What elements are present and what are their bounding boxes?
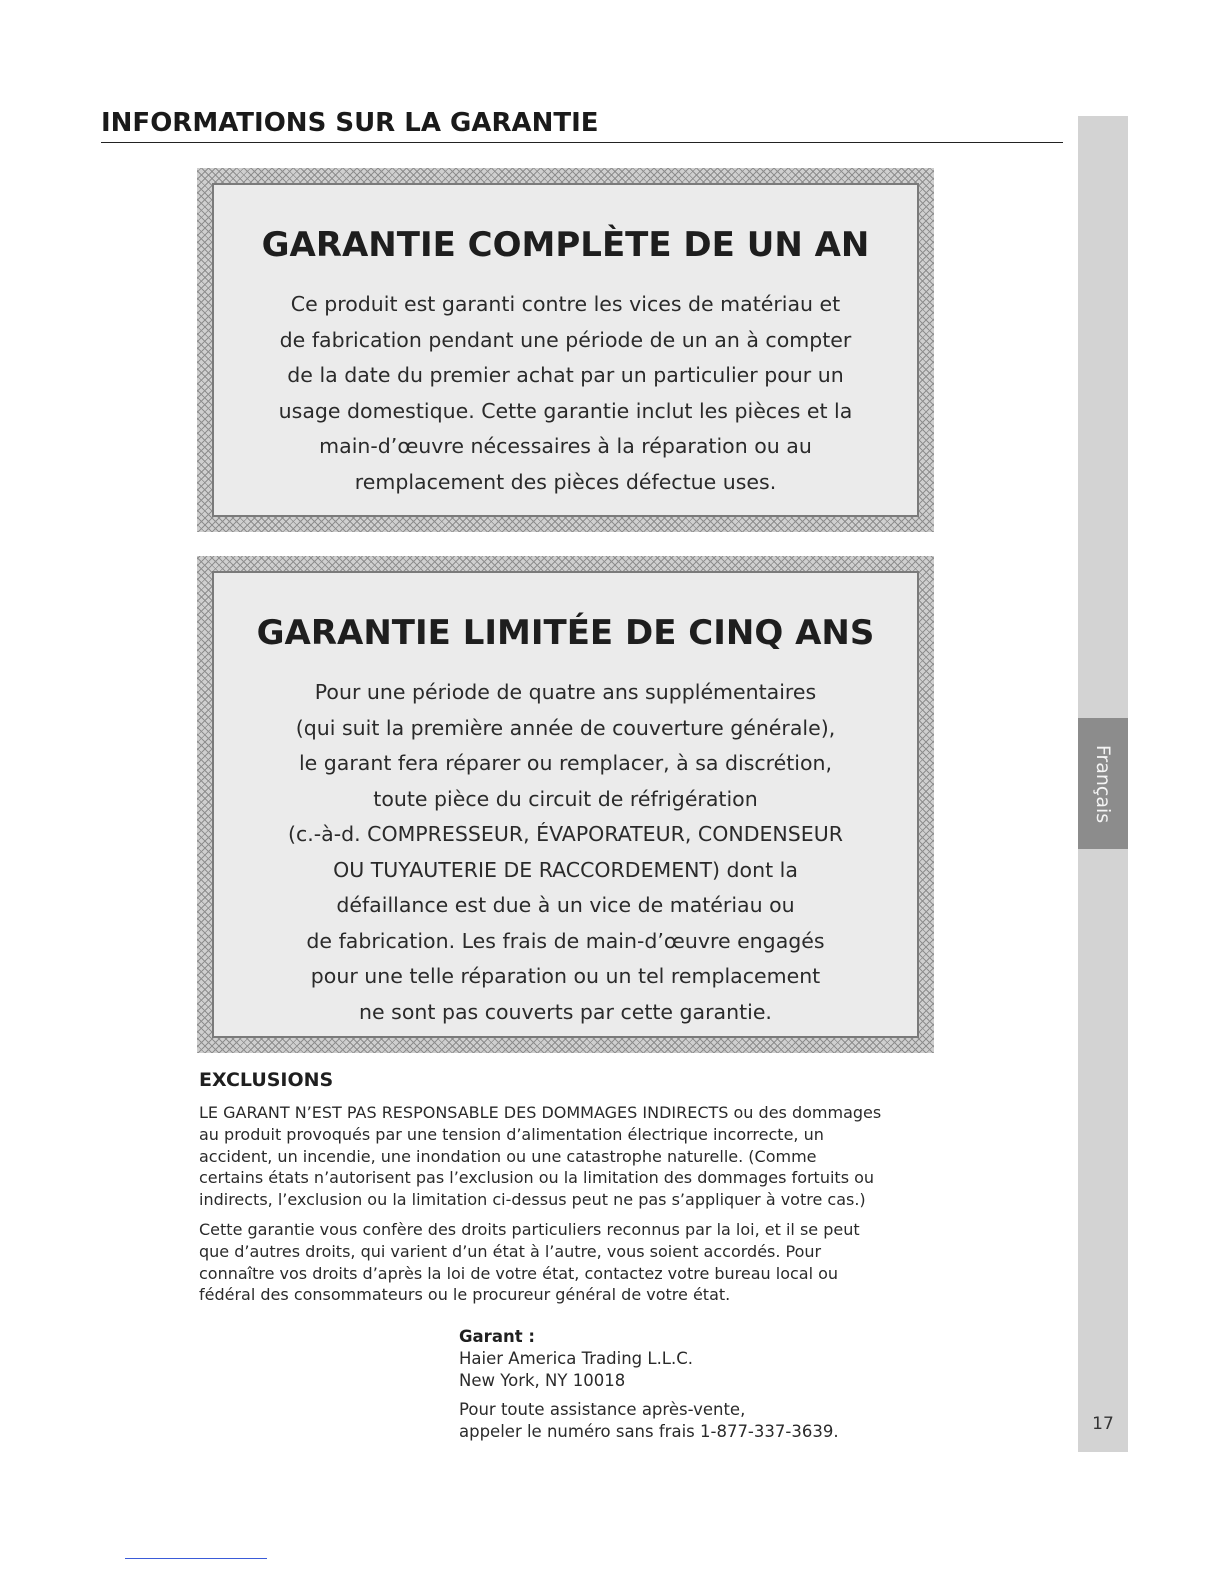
exclusions-line: au produit provoqués par une tension d’alimentation électrique incorrecte, un <box>199 1124 824 1144</box>
full-warranty-panel <box>212 183 919 517</box>
service-phone-line: appeler le numéro sans frais 1-877-337-3639. <box>459 1422 839 1441</box>
full-warranty-body <box>214 287 917 500</box>
full-warranty-line: main-d’œuvre nécessaires à la réparation ou au <box>319 434 812 458</box>
exclusions-line: que d’autres droits, qui varient d’un état à l’autre, vous soient accordés. Pour <box>199 1241 822 1261</box>
service-line-1: Pour toute assistance après-vente, <box>459 1400 746 1419</box>
exclusions-paragraph-2 <box>199 1219 939 1306</box>
limited-warranty-line: le garant fera réparer ou remplacer, à sa discrétion, <box>298 751 833 775</box>
limited-warranty-title: GARANTIE LIMITÉE DE CINQ ANS <box>256 613 875 653</box>
limited-warranty-line: OU TUYAUTERIE DE RACCORDEMENT) dont la <box>333 857 798 882</box>
exclusions-text <box>199 1102 939 1314</box>
limited-warranty-line: ne sont pas couverts par cette garantie. <box>359 999 772 1024</box>
limited-warranty-line: (qui suit la première année de couverture générale), <box>295 715 836 740</box>
exclusions-line: certains états n’autorisent pas l’exclusion ou la limitation des dommages fortuits ou <box>199 1168 875 1188</box>
limited-warranty-line: pour une telle réparation ou un tel remplacement <box>310 964 821 988</box>
limited-warranty-box <box>197 556 934 1053</box>
footer-divider <box>125 1558 267 1559</box>
guarantor-address: New York, NY 10018 <box>459 1371 626 1390</box>
limited-warranty-panel <box>212 571 919 1038</box>
full-warranty-line: de la date du premier achat par un particulier pour un <box>287 363 844 387</box>
limited-warranty-line: défaillance est due à un vice de matériau ou <box>336 893 795 917</box>
limited-warranty-line: (c.-à-d. COMPRESSEUR, ÉVAPORATEUR, CONDENSEUR <box>287 822 843 846</box>
full-warranty-line: de fabrication pendant une période de un an à compter <box>279 327 852 352</box>
language-tab <box>1078 718 1128 849</box>
page-number: 17 <box>1092 1414 1114 1434</box>
exclusions-line: fédéral des consommateurs ou le procureur général de votre état. <box>199 1285 731 1305</box>
limited-warranty-line: de fabrication. Les frais de main-d’œuvre engagés <box>306 928 825 953</box>
exclusions-line: Cette garantie vous confère des droits particuliers reconnus par la loi, et il se peut <box>199 1219 860 1239</box>
full-warranty-title: GARANTIE COMPLÈTE DE UN AN <box>261 225 870 265</box>
full-warranty-line: Ce produit est garanti contre les vices de matériau et <box>290 292 841 316</box>
limited-warranty-body <box>214 675 917 1030</box>
guarantor-label: Garant : <box>459 1327 535 1346</box>
limited-warranty-line: toute pièce du circuit de réfrigération <box>373 786 758 811</box>
exclusions-line: indirects, l’exclusion ou la limitation ci-dessus peut ne pas s’appliquer à votre cas.) <box>199 1190 866 1210</box>
guarantor-block <box>459 1326 839 1443</box>
full-warranty-box <box>197 168 934 532</box>
full-warranty-line: usage domestique. Cette garantie inclut les pièces et la <box>278 398 853 423</box>
guarantor-company: Haier America Trading L.L.C. <box>459 1349 694 1368</box>
exclusions-line: LE GARANT N’EST PAS RESPONSABLE DES DOMMAGES INDIRECTS ou des dommages <box>199 1103 882 1122</box>
full-warranty-line: remplacement des pièces défectue uses. <box>354 469 777 494</box>
limited-warranty-line: Pour une période de quatre ans supplémentaires <box>314 680 817 704</box>
language-tab-label: Français <box>1092 744 1114 823</box>
exclusions-line: connaître vos droits d’après la loi de votre état, contactez votre bureau local ou <box>199 1263 839 1283</box>
exclusions-paragraph-1 <box>199 1102 939 1211</box>
exclusions-title: EXCLUSIONS <box>199 1069 334 1091</box>
page-title: INFORMATIONS SUR LA GARANTIE <box>101 108 1063 143</box>
exclusions-line: accident, un incendie, une inondation ou une catastrophe naturelle. (Comme <box>199 1146 817 1166</box>
